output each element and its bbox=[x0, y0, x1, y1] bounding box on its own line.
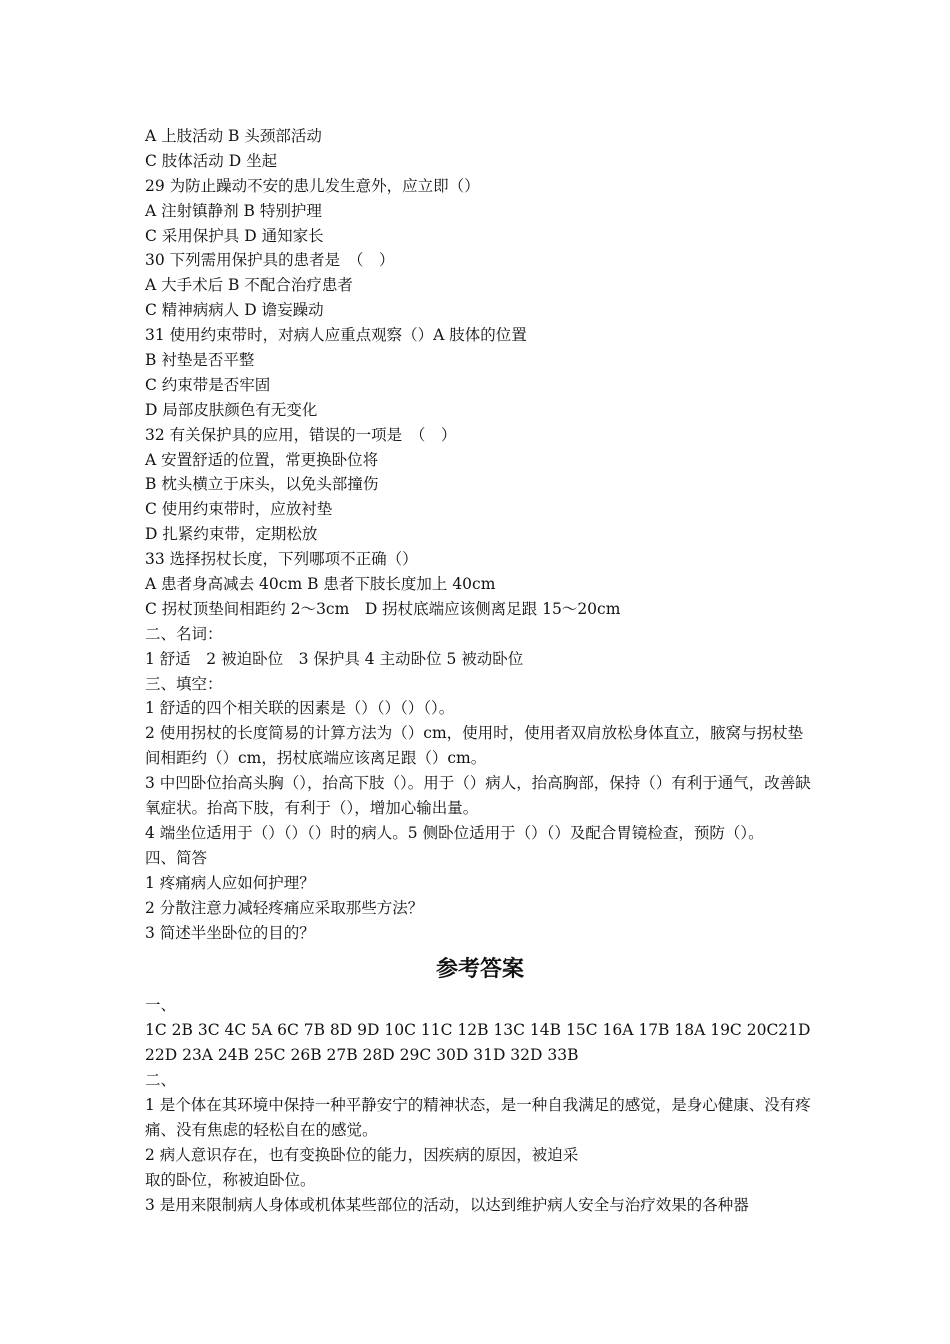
short-answer-question: 2 分散注意力减轻疼痛应采取那些方法？ bbox=[145, 898, 424, 917]
question-line: C 约束带是否牢固 bbox=[145, 375, 271, 394]
terms-line: 1 舒适 2 被迫卧位 3 保护具 4 主动卧位 5 被动卧位 bbox=[145, 649, 524, 668]
answers-block bbox=[145, 993, 815, 1217]
short-answer-question: 1 疼痛病人应如何护理？ bbox=[145, 873, 315, 892]
section-heading-short-answer: 四、简答 bbox=[145, 848, 208, 867]
fill-question-2: 2 使用拐杖的长度简易的计算方法为（）cm，使用时，使用者双肩放松身体直立，腋窝与拐杖垫间相距约（）cm，拐杖底端应该离足跟（）cm。 bbox=[145, 724, 804, 768]
question-line: C 肢体活动 D 坐起 bbox=[145, 151, 278, 170]
fill-question-3: 3 中凹卧位抬高头胸（），抬高下肢（）。用于（）病人，抬高胸部，保持（）有利于通气，改善缺氧症状。抬高下肢，有利于（），增加心输出量。 bbox=[145, 774, 811, 818]
answers-title: 参考答案 bbox=[435, 957, 524, 983]
question-line: 29 为防止躁动不安的患儿发生意外，应立即（） bbox=[145, 176, 480, 195]
answers-key-line: 22D 23A 24B 25C 26B 27B 28D 29C 30D 31D 32D 33B bbox=[145, 1046, 579, 1065]
question-line: D 扎紧约束带，定期松放 bbox=[145, 525, 318, 544]
fill-question-4: 4 端坐位适用于（）（）（）时的病人。5 侧卧位适用于（）（）及配合胃镜检查，预防（）。 bbox=[145, 824, 764, 842]
fill-question-1: 1 舒适的四个相关联的因素是（）（）（）（）。 bbox=[145, 699, 455, 718]
section-heading-fill: 三、填空： bbox=[145, 674, 223, 693]
section-heading-terms: 二、名词： bbox=[145, 624, 223, 643]
question-line: 30 下列需用保护具的患者是 （ ） bbox=[145, 251, 395, 270]
question-line: C 使用约束带时，应放衬垫 bbox=[145, 500, 333, 519]
question-line: B 衬垫是否平整 bbox=[145, 351, 255, 370]
question-line: A 大手术后 B 不配合治疗患者 bbox=[145, 276, 353, 295]
question-line: C 采用保护具 D 通知家长 bbox=[145, 226, 324, 245]
question-line: 33 选择拐杖长度，下列哪项不正确（） bbox=[145, 550, 418, 569]
question-line: 31 使用约束带时，对病人应重点观察（）A 肢体的位置 bbox=[145, 326, 527, 345]
question-line: A 安置舒适的位置，常更换卧位将 bbox=[145, 450, 379, 469]
question-line: A 上肢活动 B 头颈部活动 bbox=[145, 127, 322, 145]
answer-definition-2-cont: 取的卧位，称被迫卧位。 bbox=[145, 1170, 316, 1189]
answers-key-line: 1C 2B 3C 4C 5A 6C 7B 8D 9D 10C 11C 12B 13C 14B 15C 16A 17B 18A 19C 20C21D bbox=[145, 1021, 811, 1040]
questions-block bbox=[145, 124, 815, 721]
question-line: C 精神病病人 D 谵妄躁动 bbox=[145, 301, 324, 320]
question-line: B 枕头横立于床头，以免头部撞伤 bbox=[145, 475, 379, 494]
answers-section-label: 二、 bbox=[145, 1071, 177, 1090]
answer-definition-3: 3 是用来限制病人身体或机体某些部位的活动，以达到维护病人安全与治疗效果的各种器 bbox=[145, 1195, 749, 1214]
answer-definition-1: 1 是个体在其环境中保持一种平静安宁的精神状态，是一种自我满足的感觉，是身心健康、没有疼痛、没有焦虑的轻松自在的感觉。 bbox=[145, 1096, 811, 1139]
short-answer-question: 3 简述半坐卧位的目的？ bbox=[145, 923, 315, 942]
question-line: 32 有关保护具的应用，错误的一项是 （ ） bbox=[145, 425, 457, 444]
question-line: A 注射镇静剂 B 特别护理 bbox=[145, 201, 322, 220]
short-answer-block bbox=[145, 846, 815, 946]
question-line: D 局部皮肤颜色有无变化 bbox=[145, 400, 318, 419]
answers-section-label: 一、 bbox=[145, 996, 177, 1015]
answer-definition-2: 2 病人意识存在，也有变换卧位的能力，因疾病的原因，被迫采 bbox=[145, 1145, 579, 1164]
document-body bbox=[145, 124, 815, 1218]
question-line: C 拐杖顶垫间相距约 2～3cm D 拐杖底端应该侧离足跟 15～20cm bbox=[145, 599, 621, 618]
question-line: A 患者身高减去 40cm B 患者下肢长度加上 40cm bbox=[145, 575, 496, 594]
